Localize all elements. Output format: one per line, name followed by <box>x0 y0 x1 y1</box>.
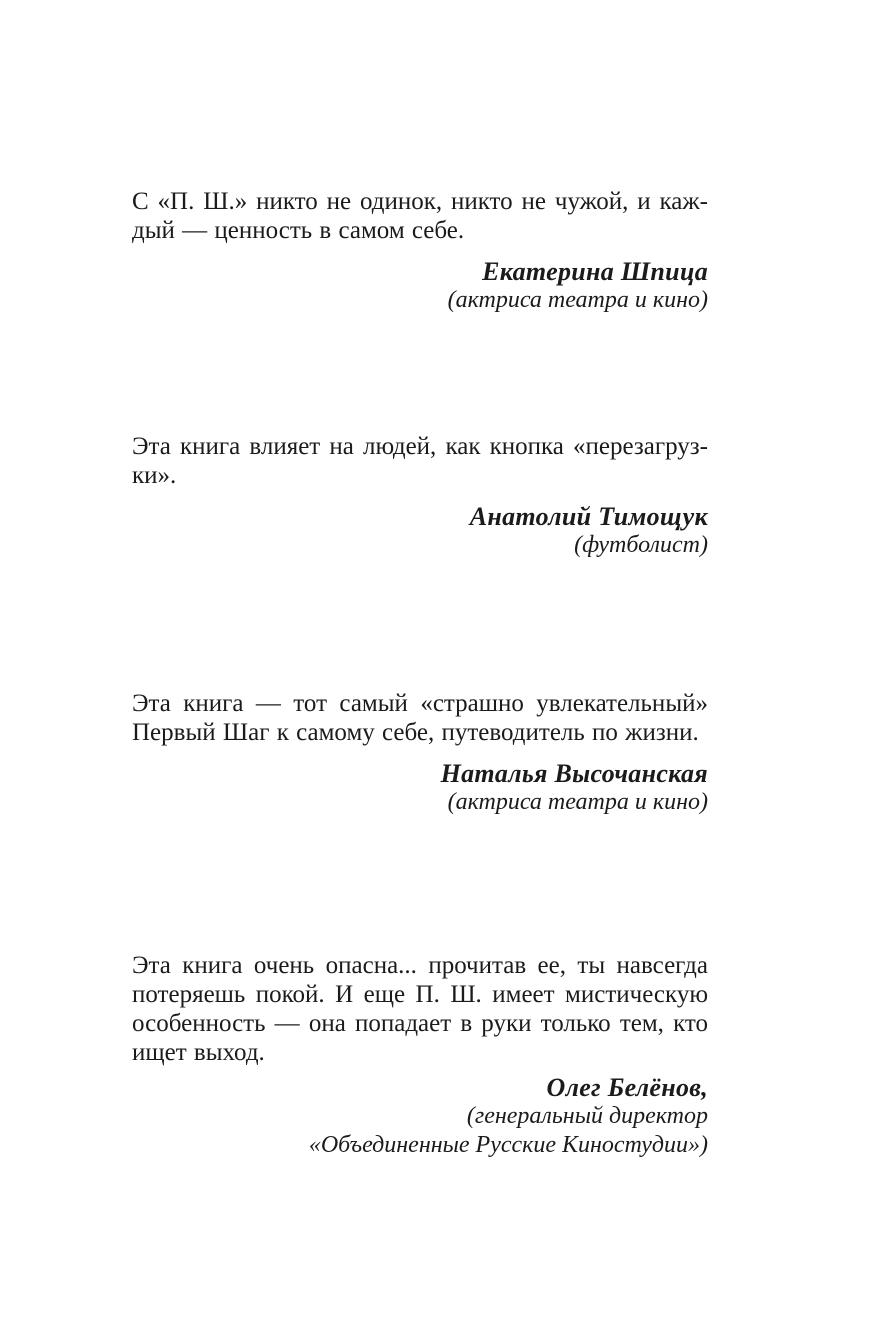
endorsement-author-role <box>132 1102 708 1160</box>
endorsement-block <box>132 689 708 817</box>
role-line: (актриса театра и кино) <box>447 287 708 313</box>
endorsement-block <box>132 432 708 560</box>
quote-line: Первый Шаг к самому себе, путеводитель по жизни. <box>132 719 699 746</box>
quote-line: особенность — она попадает в руки только тем, кто <box>132 1010 708 1037</box>
endorsement-author-role <box>132 788 708 817</box>
quote-line: Эта книга — тот самый «страшно увлекательный» <box>132 690 708 717</box>
endorsement-block <box>132 951 708 1160</box>
endorsement-block <box>132 187 708 315</box>
quote-line: потеряешь покой. И еще П. Ш. имеет мистическую <box>132 981 708 1008</box>
endorsements-list <box>132 187 708 1160</box>
endorsement-author-role <box>132 286 708 315</box>
endorsement-quote <box>132 689 708 747</box>
endorsement-quote <box>132 187 708 245</box>
endorsement-author: Анатолий Тимощук <box>469 502 708 531</box>
endorsement-author: Наталья Высочанская <box>440 759 708 788</box>
quote-line: ки». <box>132 462 177 489</box>
quote-line: дый — ценность в самом себе. <box>132 217 465 244</box>
endorsement-quote <box>132 432 708 490</box>
quote-line: ищет выход. <box>132 1039 265 1066</box>
role-line: (актриса театра и кино) <box>447 789 708 815</box>
quote-line: С «П. Ш.» никто не одинок, никто не чужой, и каж- <box>132 188 708 215</box>
endorsement-quote <box>132 951 708 1067</box>
endorsement-author: Екатерина Шпица <box>482 257 708 286</box>
endorsement-author-role <box>132 531 708 560</box>
quote-line: Эта книга влияет на людей, как кнопка «перезагруз- <box>132 433 708 460</box>
role-line: (генеральный директор <box>466 1103 708 1129</box>
quote-line: Эта книга очень опасна... прочитав ее, ты навсегда <box>132 952 708 979</box>
role-line: «Объединенные Русские Киностудии») <box>308 1132 708 1158</box>
role-line: (футболист) <box>574 532 708 558</box>
endorsement-author: Олег Белёнов, <box>546 1073 708 1102</box>
